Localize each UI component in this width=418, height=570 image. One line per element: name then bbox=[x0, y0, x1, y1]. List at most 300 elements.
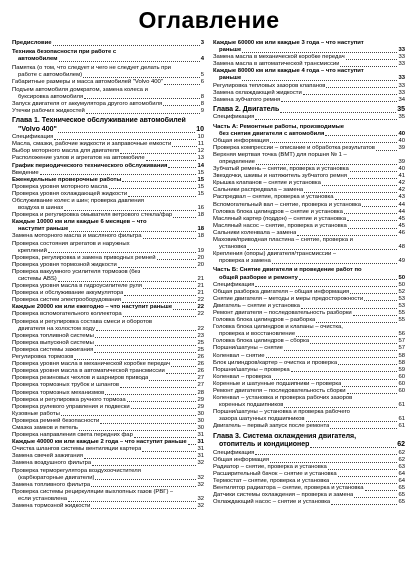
dot-leader bbox=[134, 437, 197, 438]
toc-entry-page: 29 bbox=[197, 396, 204, 403]
toc-entry-title: Сальники распредвала – замена bbox=[213, 187, 304, 194]
toc-entry-page: 39 bbox=[398, 159, 405, 165]
toc-entry-title: Термостат – снятие, проверка и установка bbox=[213, 478, 330, 485]
toc-entry bbox=[213, 338, 405, 345]
dot-leader bbox=[95, 479, 196, 480]
toc-entry-title: Проверка топливной системы bbox=[12, 332, 94, 339]
toc-entry-page: 61 bbox=[398, 416, 405, 423]
toc-entry-page: 15 bbox=[197, 183, 204, 190]
dot-leader bbox=[118, 267, 197, 268]
toc-entry-page: 62 bbox=[398, 456, 405, 463]
toc-column-right bbox=[213, 40, 405, 510]
dot-leader bbox=[247, 249, 397, 250]
toc-entry bbox=[213, 402, 405, 409]
dot-leader bbox=[79, 430, 196, 431]
toc-entry bbox=[12, 191, 204, 198]
toc-entry-title: Спецификация bbox=[213, 114, 255, 121]
toc-entry-page: 55 bbox=[398, 317, 405, 324]
dot-leader bbox=[297, 235, 397, 236]
dot-leader bbox=[54, 139, 196, 140]
toc-entry-page: 9 bbox=[200, 107, 204, 114]
dot-leader bbox=[376, 150, 398, 151]
toc-entry-title: Спецификация bbox=[12, 134, 54, 141]
toc-entry bbox=[213, 68, 405, 75]
toc-entry-page: 26 bbox=[197, 368, 204, 375]
toc-entry-title: Проверка тормозных механизмов bbox=[12, 389, 105, 396]
toc-entry-title: Блок цилиндров/картер – очистка и проверка bbox=[213, 359, 338, 366]
dot-leader bbox=[128, 196, 196, 197]
toc-entry-page: 44 bbox=[398, 208, 405, 215]
toc-entry bbox=[12, 482, 204, 489]
dot-leader bbox=[142, 451, 196, 452]
toc-entry bbox=[213, 464, 405, 471]
dot-leader bbox=[143, 238, 197, 239]
toc-entry-title: Проверка тормозных трубок и шлангов bbox=[12, 382, 120, 389]
toc-entry bbox=[213, 331, 405, 338]
dot-leader bbox=[146, 160, 197, 161]
toc-entry-title: Глава 1. Техническое обслуживание автомобилей bbox=[12, 116, 186, 124]
toc-entry bbox=[213, 83, 405, 90]
toc-entry-title: Замена зубчатого ремня bbox=[213, 96, 281, 103]
toc-entry-title: Регулировка тормозов bbox=[12, 354, 74, 361]
dot-leader bbox=[168, 167, 196, 168]
toc-entry bbox=[213, 471, 405, 478]
toc-entry-title: Замена воздушного фильтра bbox=[12, 460, 92, 467]
toc-entry bbox=[213, 114, 405, 121]
dot-leader bbox=[86, 113, 200, 114]
toc-entry-title: Каждые 60000 км или каждые 3 года – что наступит bbox=[213, 40, 364, 46]
dot-leader bbox=[350, 171, 398, 172]
toc-entry-title: Проверка ремней безопасности bbox=[12, 417, 100, 424]
toc-entry-title: Ремонт двигателя – последовательность сборки bbox=[213, 388, 346, 394]
toc-entry bbox=[213, 409, 405, 416]
dot-leader bbox=[95, 345, 197, 346]
toc-entry-title: Расположение узлов и агрегатов на автомобиле bbox=[12, 155, 145, 162]
dot-leader bbox=[164, 84, 200, 85]
dot-leader bbox=[255, 119, 397, 120]
toc-entry-page: 26 bbox=[197, 361, 204, 368]
dot-leader bbox=[105, 394, 196, 395]
toc-entry-page: 62 bbox=[398, 449, 405, 456]
toc-entry-page: 25 bbox=[197, 346, 204, 353]
toc-entry-title: воздуха в шинах bbox=[18, 205, 64, 212]
toc-entry bbox=[12, 226, 204, 233]
toc-entry-title: Охлаждающий насос – снятие и установка bbox=[213, 499, 331, 506]
toc-entry bbox=[213, 180, 405, 187]
toc-entry bbox=[213, 223, 405, 230]
toc-entry bbox=[213, 374, 405, 381]
toc-entry-page: 32 bbox=[197, 481, 204, 488]
toc-entry-page: 33 bbox=[398, 75, 405, 82]
toc-entry-page: 45 bbox=[398, 222, 405, 229]
toc-entry bbox=[213, 303, 405, 310]
toc-entry-page: 61 bbox=[398, 423, 405, 430]
toc-entry bbox=[12, 56, 204, 63]
toc-entry-page: 12 bbox=[197, 148, 204, 155]
toc-entry-page: 49 bbox=[398, 258, 405, 265]
dot-leader bbox=[266, 357, 398, 358]
dot-leader bbox=[347, 393, 398, 394]
toc-entry-title: "Volvo 400" bbox=[18, 125, 57, 133]
dot-leader bbox=[69, 231, 196, 232]
toc-entry bbox=[12, 446, 204, 453]
toc-entry bbox=[12, 347, 204, 354]
dot-leader bbox=[281, 101, 397, 102]
toc-entry-title: определение bbox=[219, 159, 255, 165]
toc-entry-title: Обслуживание колес и шин; проверка давления bbox=[12, 197, 144, 204]
toc-entry-title: Каждые 20000 км или ежегодно – что наступит раньше bbox=[12, 304, 173, 311]
dot-leader bbox=[272, 263, 398, 264]
toc-entry-title: Введение bbox=[12, 169, 39, 176]
toc-entry-title: Вспомогательный вал – снятие, проверка и установка bbox=[213, 201, 361, 208]
toc-entry bbox=[12, 148, 204, 155]
toc-entry-page: 15 bbox=[197, 169, 204, 176]
dot-leader bbox=[304, 192, 397, 193]
toc-entry bbox=[12, 319, 204, 326]
toc-entry-title: Поршни/шатуны – проверка bbox=[213, 366, 290, 373]
dot-leader bbox=[303, 94, 398, 95]
dot-leader bbox=[188, 444, 197, 445]
toc-entry-title: Замена свечей зажигания bbox=[12, 453, 83, 460]
toc-entry-page: 64 bbox=[398, 471, 405, 478]
toc-entry-title: двигателя на холостом ходу bbox=[18, 325, 95, 332]
dot-leader bbox=[172, 146, 197, 147]
toc-entry-page: 18 bbox=[197, 226, 204, 233]
toc-entry-title: буксировка автомобиля bbox=[18, 93, 84, 100]
toc-entry-page: 33 bbox=[398, 82, 405, 89]
toc-entry-title: отопитель и кондиционер bbox=[219, 441, 310, 449]
toc-entry bbox=[213, 131, 405, 138]
toc-entry bbox=[12, 496, 204, 503]
toc-entry-title: Проверка системы зажигания bbox=[12, 346, 94, 353]
toc-entry-page: 64 bbox=[398, 478, 405, 485]
dot-leader bbox=[53, 45, 200, 46]
toc-entry-page: 23 bbox=[197, 332, 204, 339]
toc-entry-title: Радиатор – снятие, проверка и установка bbox=[213, 463, 327, 470]
dot-leader bbox=[270, 462, 397, 463]
toc-entry bbox=[12, 297, 204, 304]
toc-entry bbox=[12, 340, 204, 347]
toc-entry-page: 50 bbox=[398, 281, 405, 288]
toc-entry bbox=[213, 209, 405, 216]
toc-entry-page: 30 bbox=[197, 417, 204, 424]
dot-leader bbox=[328, 469, 398, 470]
toc-entry-title: Проверка уровня тормозной жидкости bbox=[12, 261, 117, 268]
toc-entry bbox=[213, 317, 405, 324]
toc-entry bbox=[213, 145, 405, 152]
dot-leader bbox=[124, 295, 196, 296]
toc-entry-title: Верхняя мертвая точка (ВМТ) для поршня № 1 – bbox=[213, 151, 347, 158]
toc-entry-page: 65 bbox=[398, 485, 405, 492]
dot-leader bbox=[122, 302, 196, 303]
toc-entry-page: 58 bbox=[398, 352, 405, 359]
toc-entry bbox=[12, 311, 204, 318]
toc-entry-title: Проверка и регулировка омывателя ветрового стекла/фар bbox=[12, 212, 173, 219]
toc-entry-title: Замена охлаждающей жидкости bbox=[213, 89, 302, 96]
toc-entry-page: 22 bbox=[197, 304, 204, 311]
toc-entry-title: Сальники коленвала – замена bbox=[213, 229, 297, 236]
toc-entry-page: 39 bbox=[398, 144, 405, 151]
dot-leader bbox=[100, 423, 196, 424]
toc-entry bbox=[213, 244, 405, 251]
toc-entry bbox=[213, 499, 405, 506]
toc-entry bbox=[213, 138, 405, 145]
toc-entry-page: 33 bbox=[398, 47, 405, 54]
dot-leader bbox=[94, 352, 196, 353]
toc-entry-title: Утечки рабочих жидкостей bbox=[12, 107, 85, 114]
toc-entry-title: автомобилем bbox=[18, 56, 58, 63]
toc-entry bbox=[213, 296, 405, 303]
toc-entry bbox=[12, 241, 204, 248]
dot-leader bbox=[166, 373, 197, 374]
toc-entry bbox=[12, 262, 204, 269]
toc-entry-title: Коленвал – проверка bbox=[213, 373, 272, 380]
toc-entry-page: 52 bbox=[398, 288, 405, 295]
toc-entry-title: Еженедельные проверочные работы bbox=[12, 176, 122, 183]
toc-entry bbox=[213, 216, 405, 223]
page-title: Оглавление bbox=[138, 7, 280, 33]
toc-entry-page: 45 bbox=[398, 215, 405, 222]
dot-leader bbox=[338, 364, 397, 365]
dot-leader bbox=[173, 217, 196, 218]
toc-entry-page: 32 bbox=[197, 474, 204, 481]
toc-entry bbox=[12, 489, 204, 496]
dot-leader bbox=[255, 454, 397, 455]
toc-entry-page: 62 bbox=[397, 441, 405, 449]
toc-entry bbox=[12, 326, 204, 333]
toc-entry-title: Крепления (опоры) двигателя/трансмиссии – bbox=[213, 251, 337, 258]
toc-entry-title: Часть А: Ремонтные работы, производимые bbox=[213, 123, 345, 130]
toc-entry-page: 31 bbox=[197, 432, 204, 439]
toc-entry-title: Расширительный бачок – снятие и установка bbox=[213, 471, 337, 478]
dot-leader bbox=[270, 142, 397, 143]
dot-leader bbox=[96, 330, 197, 331]
toc-entry-title: Снятие двигателя – методы и меры предосторожности bbox=[213, 295, 364, 302]
toc-entry bbox=[213, 457, 405, 464]
toc-entry-page: 16 bbox=[197, 205, 204, 212]
toc-entry-title: работе с автомобилем) bbox=[18, 72, 83, 79]
toc-entry bbox=[213, 106, 405, 115]
toc-entry-title: Проверка уровня масла в автоматической трансмиссии bbox=[12, 368, 165, 375]
toc-entry-page: 65 bbox=[398, 492, 405, 499]
toc-entry bbox=[213, 478, 405, 485]
toc-entry-title: Зубчатый ремень – снятие, проверка и установка bbox=[213, 166, 349, 173]
dot-leader bbox=[342, 386, 397, 387]
toc-entry-page: 21 bbox=[197, 290, 204, 297]
dot-leader bbox=[348, 228, 398, 229]
toc-entry bbox=[213, 433, 405, 442]
toc-entry-page: 48 bbox=[398, 244, 405, 251]
toc-entry bbox=[213, 47, 405, 54]
toc-entry-page: 32 bbox=[197, 503, 204, 509]
dot-leader bbox=[84, 98, 200, 99]
toc-entry bbox=[213, 61, 405, 68]
toc-entry-title: Габаритные размеры и масса автомобилей "Volvo 400" bbox=[12, 79, 163, 86]
toc-entry-title: Головка блока цилиндров – снятие и установка bbox=[213, 208, 343, 215]
dot-leader bbox=[338, 476, 398, 477]
toc-entry-title: креплений bbox=[18, 247, 47, 254]
toc-entry bbox=[12, 460, 204, 467]
toc-columns bbox=[12, 40, 406, 510]
dot-leader bbox=[157, 259, 197, 260]
toc-entry bbox=[213, 159, 405, 166]
dot-leader bbox=[325, 135, 397, 136]
toc-entry bbox=[213, 289, 405, 296]
dot-leader bbox=[347, 220, 397, 221]
toc-entry-title: Памятка (о том, что следует и чего не следует делать при bbox=[12, 65, 171, 72]
dot-leader bbox=[95, 337, 197, 338]
dot-leader bbox=[291, 371, 398, 372]
toc-entry-page: 31 bbox=[197, 446, 204, 453]
dot-leader bbox=[91, 508, 196, 509]
toc-entry bbox=[12, 184, 204, 191]
toc-entry-title: зазора шатунных подшипников bbox=[219, 416, 305, 423]
dot-leader bbox=[299, 279, 397, 280]
dot-leader bbox=[272, 379, 397, 380]
toc-entry bbox=[12, 468, 204, 475]
toc-entry-page: 56 bbox=[398, 331, 405, 338]
dot-leader bbox=[348, 178, 397, 179]
toc-entry-page: 57 bbox=[398, 338, 405, 345]
toc-entry bbox=[12, 375, 204, 382]
dot-leader bbox=[59, 61, 200, 62]
toc-entry bbox=[213, 54, 405, 61]
toc-entry-title: Замена тормозной жидкости bbox=[12, 503, 91, 509]
dot-leader bbox=[242, 52, 397, 53]
toc-entry-title: Замена топливного фильтра bbox=[12, 481, 91, 488]
toc-entry bbox=[213, 416, 405, 423]
toc-entry bbox=[213, 275, 405, 282]
toc-entry bbox=[213, 388, 405, 395]
toc-entry bbox=[213, 173, 405, 180]
dot-leader bbox=[335, 199, 398, 200]
toc-entry-page: 42 bbox=[398, 180, 405, 187]
toc-entry-page: 65 bbox=[398, 499, 405, 506]
toc-entry-title: Смазка замков и петель bbox=[12, 424, 78, 431]
toc-entry-page: 32 bbox=[197, 460, 204, 467]
toc-entry bbox=[213, 441, 405, 450]
toc-entry-page: 63 bbox=[398, 463, 405, 470]
toc-entry-title: системы ABS) bbox=[18, 276, 57, 282]
dot-leader bbox=[84, 458, 197, 459]
toc-entry bbox=[12, 361, 204, 368]
toc-entry-page: 22 bbox=[197, 297, 204, 304]
toc-entry-page: 40 bbox=[398, 130, 405, 137]
toc-entry-title: Ремонт двигателя – последовательность разборки bbox=[213, 309, 352, 316]
toc-entry-page: 61 bbox=[398, 402, 405, 409]
toc-entry-page: 20 bbox=[197, 261, 204, 268]
toc-entry bbox=[213, 267, 405, 274]
toc-entry-page: 60 bbox=[398, 388, 405, 394]
dot-leader bbox=[58, 281, 197, 282]
toc-entry-page: 8 bbox=[200, 100, 204, 107]
dot-leader bbox=[322, 185, 398, 186]
toc-entry-title: Вентилятор радиатора – снятие, проверка и установка bbox=[213, 485, 364, 492]
toc-entry bbox=[213, 485, 405, 492]
toc-entry-title: Проверка уровня масла в гидроусилителе руля bbox=[12, 283, 142, 290]
toc-entry-title: общей разборке и ремонту bbox=[219, 274, 298, 281]
toc-entry-title: Коленвал – снятие bbox=[213, 352, 265, 359]
toc-entry bbox=[12, 390, 204, 397]
toc-entry-title: Спецификация bbox=[213, 449, 255, 456]
dot-leader bbox=[120, 387, 196, 388]
dot-leader bbox=[354, 497, 397, 498]
toc-entry bbox=[12, 87, 204, 94]
toc-entry bbox=[12, 49, 204, 56]
toc-entry-page: 19 bbox=[197, 247, 204, 254]
toc-entry-page: 40 bbox=[398, 137, 405, 144]
toc-entry-title: Проверка направления света передних фар bbox=[12, 432, 133, 439]
dot-leader bbox=[40, 174, 197, 175]
toc-entry-page: 21 bbox=[197, 283, 204, 290]
toc-entry-page: 59 bbox=[398, 366, 405, 373]
toc-entry bbox=[213, 353, 405, 360]
toc-entry-page: 44 bbox=[398, 201, 405, 208]
toc-entry bbox=[12, 205, 204, 212]
toc-entry-title: Двигатель – первый запуск после ремонта bbox=[213, 423, 330, 430]
toc-entry-page: 35 bbox=[397, 105, 405, 113]
toc-entry-page: 27 bbox=[197, 382, 204, 389]
toc-entry-title: Звездочки, шкивы и натяжитель зубчатого ремня bbox=[213, 173, 347, 180]
toc-entry-title: раньше bbox=[219, 47, 242, 54]
toc-entry bbox=[213, 75, 405, 82]
dot-leader bbox=[280, 112, 396, 113]
toc-entry bbox=[213, 492, 405, 499]
toc-entry-page: 35 bbox=[398, 114, 405, 121]
toc-entry-title: Проверка рулевого управления и подвески bbox=[12, 403, 130, 410]
toc-entry-page: 30 bbox=[197, 410, 204, 417]
toc-entry-page: 15 bbox=[197, 190, 204, 197]
toc-entry-page: 31 bbox=[197, 453, 204, 460]
toc-entry bbox=[213, 194, 405, 201]
toc-entry bbox=[213, 282, 405, 289]
toc-entry bbox=[12, 475, 204, 482]
toc-entry-title: Каждые 80000 км или каждые 4 года – что наступит bbox=[213, 68, 364, 75]
toc-entry-title: Замена масла в автоматической трансмиссии bbox=[213, 61, 340, 68]
toc-entry bbox=[213, 40, 405, 47]
toc-entry-title: проверка и замена bbox=[219, 258, 271, 265]
toc-entry-title: Замена моторного масла и масляного фильтра bbox=[12, 233, 142, 240]
toc-entry bbox=[12, 404, 204, 411]
toc-entry-title: Проверка и обслуживание аккумулятора bbox=[12, 290, 124, 297]
toc-entry-title: Предисловие bbox=[12, 40, 52, 46]
toc-entry-page: 46 bbox=[398, 229, 405, 236]
dot-leader bbox=[296, 336, 397, 337]
toc-entry-page: 5 bbox=[200, 72, 204, 79]
toc-entry bbox=[12, 126, 204, 135]
toc-entry-page: 53 bbox=[398, 302, 405, 309]
dot-leader bbox=[362, 206, 397, 207]
dot-leader bbox=[64, 210, 196, 211]
toc-entry-page: 33 bbox=[398, 54, 405, 61]
toc-entry bbox=[213, 230, 405, 237]
toc-entry bbox=[12, 333, 204, 340]
dot-leader bbox=[143, 288, 196, 289]
toc-entry-page: 58 bbox=[398, 359, 405, 366]
toc-entry bbox=[12, 177, 204, 184]
dot-leader bbox=[74, 359, 196, 360]
dot-leader bbox=[301, 308, 398, 309]
toc-entry bbox=[12, 219, 204, 226]
toc-entry bbox=[213, 258, 405, 265]
toc-entry-title: Кузовные работы bbox=[12, 410, 60, 417]
toc-entry-page: 41 bbox=[398, 173, 405, 180]
toc-entry-page: 11 bbox=[197, 141, 204, 148]
toc-entry bbox=[213, 152, 405, 159]
toc-entry-page: 3 bbox=[200, 40, 204, 46]
dot-leader bbox=[127, 401, 197, 402]
toc-entry-title: Коленвал – установка и проверка рабочих зазоров bbox=[213, 395, 353, 402]
